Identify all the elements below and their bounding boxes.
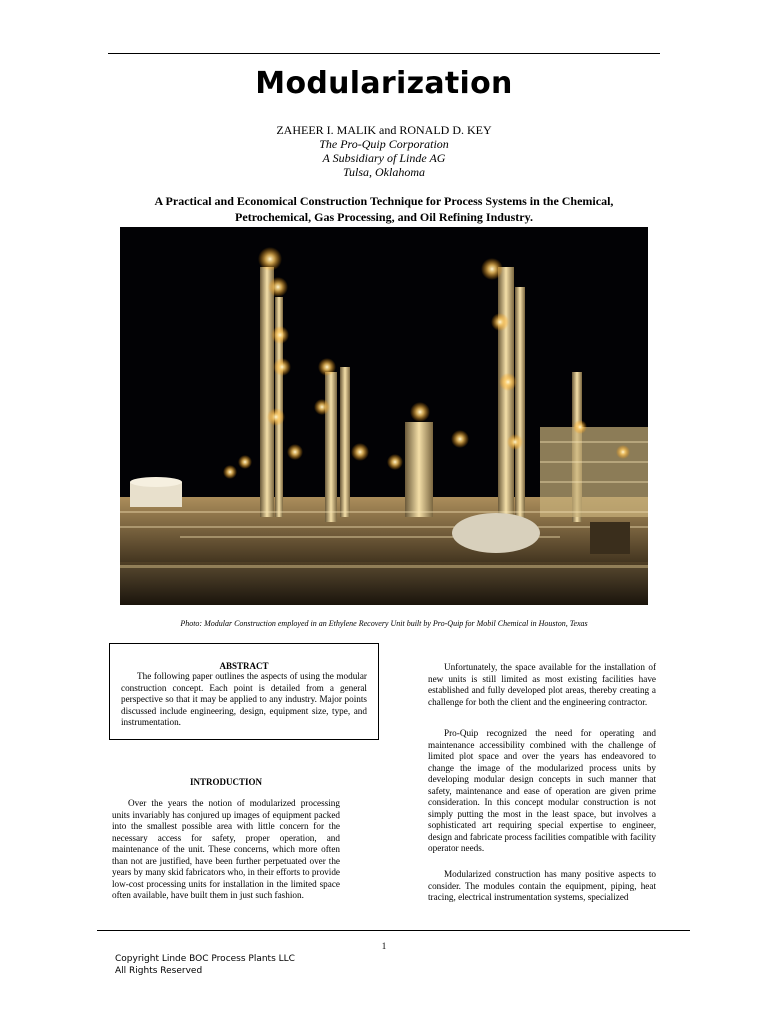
rights-line: All Rights Reserved [115, 966, 203, 976]
copyright [115, 953, 295, 977]
top-rule [108, 53, 660, 54]
body-paragraph-3: Modularized construction has many positive aspects to consider. The modules contain the equipment, piping, heat tracing, electrical instrumentation systems, specialized [428, 869, 656, 902]
body-paragraph-2: Pro-Quip recognized the need for operating and maintenance accessibility combined with the challenge of limited plot space and over the years has endeavored to change the image of the modularized process units by developing modular design concepts in such manner that safety, maintenance and ease of operation are given prime consideration. In this concept modular construction is not simply putting the most in the least space, but involves a sophisticated art requiring special expertise to engineer, design and fabricate process facilities compatible with facility operator needs. [428, 728, 656, 853]
abstract-text: The following paper outlines the aspects of using the modular construction concept. Each point is detailed from a general perspective so that it may be applied to any industry. Major points discussed include engineering, design, equipment size, type, and instrumentation. [121, 671, 367, 727]
refinery-photo [120, 227, 648, 605]
footer-rule [97, 930, 690, 931]
affiliation-line-1: The Pro-Quip Corporation [319, 137, 449, 151]
affiliation-line-2: A Subsidiary of Linde AG [322, 151, 446, 165]
introduction-heading: INTRODUCTION [189, 777, 262, 787]
subtitle: A Practical and Economical Construction Technique for Process Systems in the Chemical, Petrochemical, Gas Processing, and Oil Refining Industry. [154, 194, 614, 224]
abstract-box [109, 643, 379, 740]
page-number: 1 [381, 941, 387, 951]
abstract-heading: ABSTRACT [219, 661, 269, 671]
introduction-text: Over the years the notion of modularized processing units invariably has conjured up images of equipment packed into the smallest possible area with little concern for the necessary access for safety, proper operation, and maintenance of the unit. These concerns, which more often than not are justified, have been further perpetuated over the years by many skid fabricators who, in their efforts to provide low-cost processing units for installation in the limited space often available, have built them in just such fashion. [112, 798, 340, 900]
authors: ZAHEER I. MALIK and RONALD D. KEY [276, 123, 492, 137]
page-title: Modularization [255, 66, 513, 101]
affiliation-line-3: Tulsa, Oklahoma [342, 165, 425, 179]
body-paragraph-1: Unfortunately, the space available for the installation of new units is still limited as most existing facilities have established and fully developed plot areas, thereby creating a challenge for both the client and the engineering contractor. [428, 662, 656, 707]
photo-caption: Photo: Modular Construction employed in an Ethylene Recovery Unit built by Pro-Quip for Mobil Chemical in Houston, Texas [180, 619, 588, 628]
copyright-line: Copyright Linde BOC Process Plants LLC [115, 954, 295, 964]
